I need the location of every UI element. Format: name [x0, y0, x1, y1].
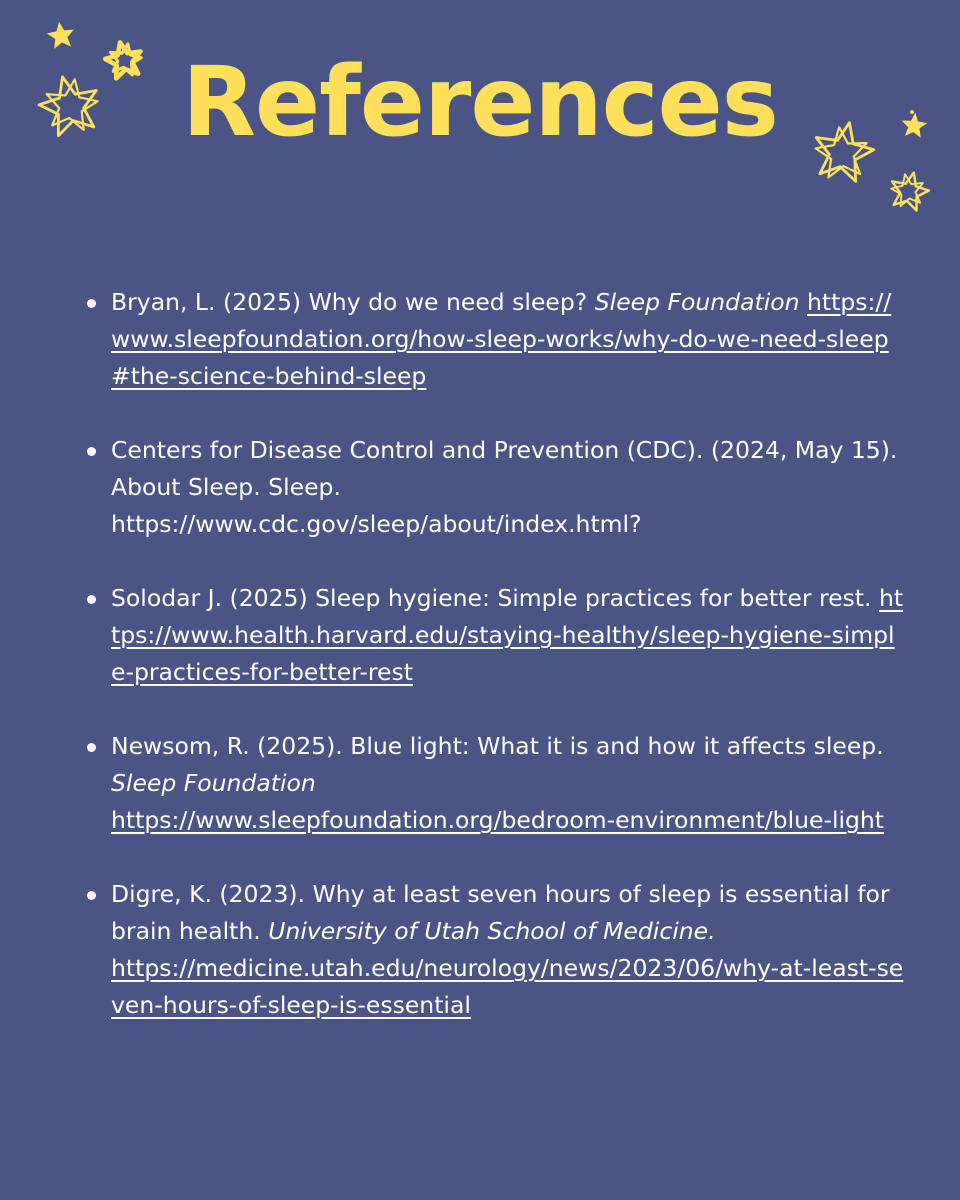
reference-publication: University of Utah School of Medicine. [268, 917, 716, 945]
reference-link[interactable]: https://www.sleepfoundation.org/how-sleep-works/why-do-we-need-sleep#the-science-behind-sleep [111, 288, 892, 390]
reference-link[interactable]: https://www.health.harvard.edu/staying-healthy/sleep-hygiene-simple-practices-for-better-rest [111, 584, 904, 686]
reference-link[interactable]: https://medicine.utah.edu/neurology/news/2023/06/why-at-least-seven-hours-of-sleep-is-essential [111, 954, 904, 1019]
page-title: References [182, 46, 778, 158]
reference-url: https://www.cdc.gov/sleep/about/index.html? [111, 510, 642, 538]
reference-list [84, 284, 904, 1061]
reference-text: Solodar J. (2025) Sleep hygiene: Simple practices for better rest. [111, 584, 872, 612]
reference-publication: Sleep Foundation [594, 288, 800, 316]
reference-publication: Sleep Foundation [111, 769, 316, 797]
reference-text: Bryan, L. (2025) Why do we need sleep? [111, 288, 588, 316]
reference-item [84, 284, 904, 395]
reference-text: Newsom, R. (2025). Blue light: What it is and how it affects sleep. [111, 732, 884, 760]
reference-item [84, 580, 904, 691]
reference-item [84, 432, 904, 543]
reference-item [84, 728, 904, 839]
reference-item [84, 876, 904, 1024]
star-icon [887, 168, 933, 212]
reference-link[interactable]: https://www.sleepfoundation.org/bedroom-environment/blue-light [111, 806, 885, 834]
reference-text: Centers for Disease Control and Prevention (CDC). (2024, May 15). About Sleep. Sleep. [111, 436, 898, 501]
reference-text: Digre, K. (2023). Why at least seven hours of sleep is essential for brain health. [111, 880, 890, 945]
